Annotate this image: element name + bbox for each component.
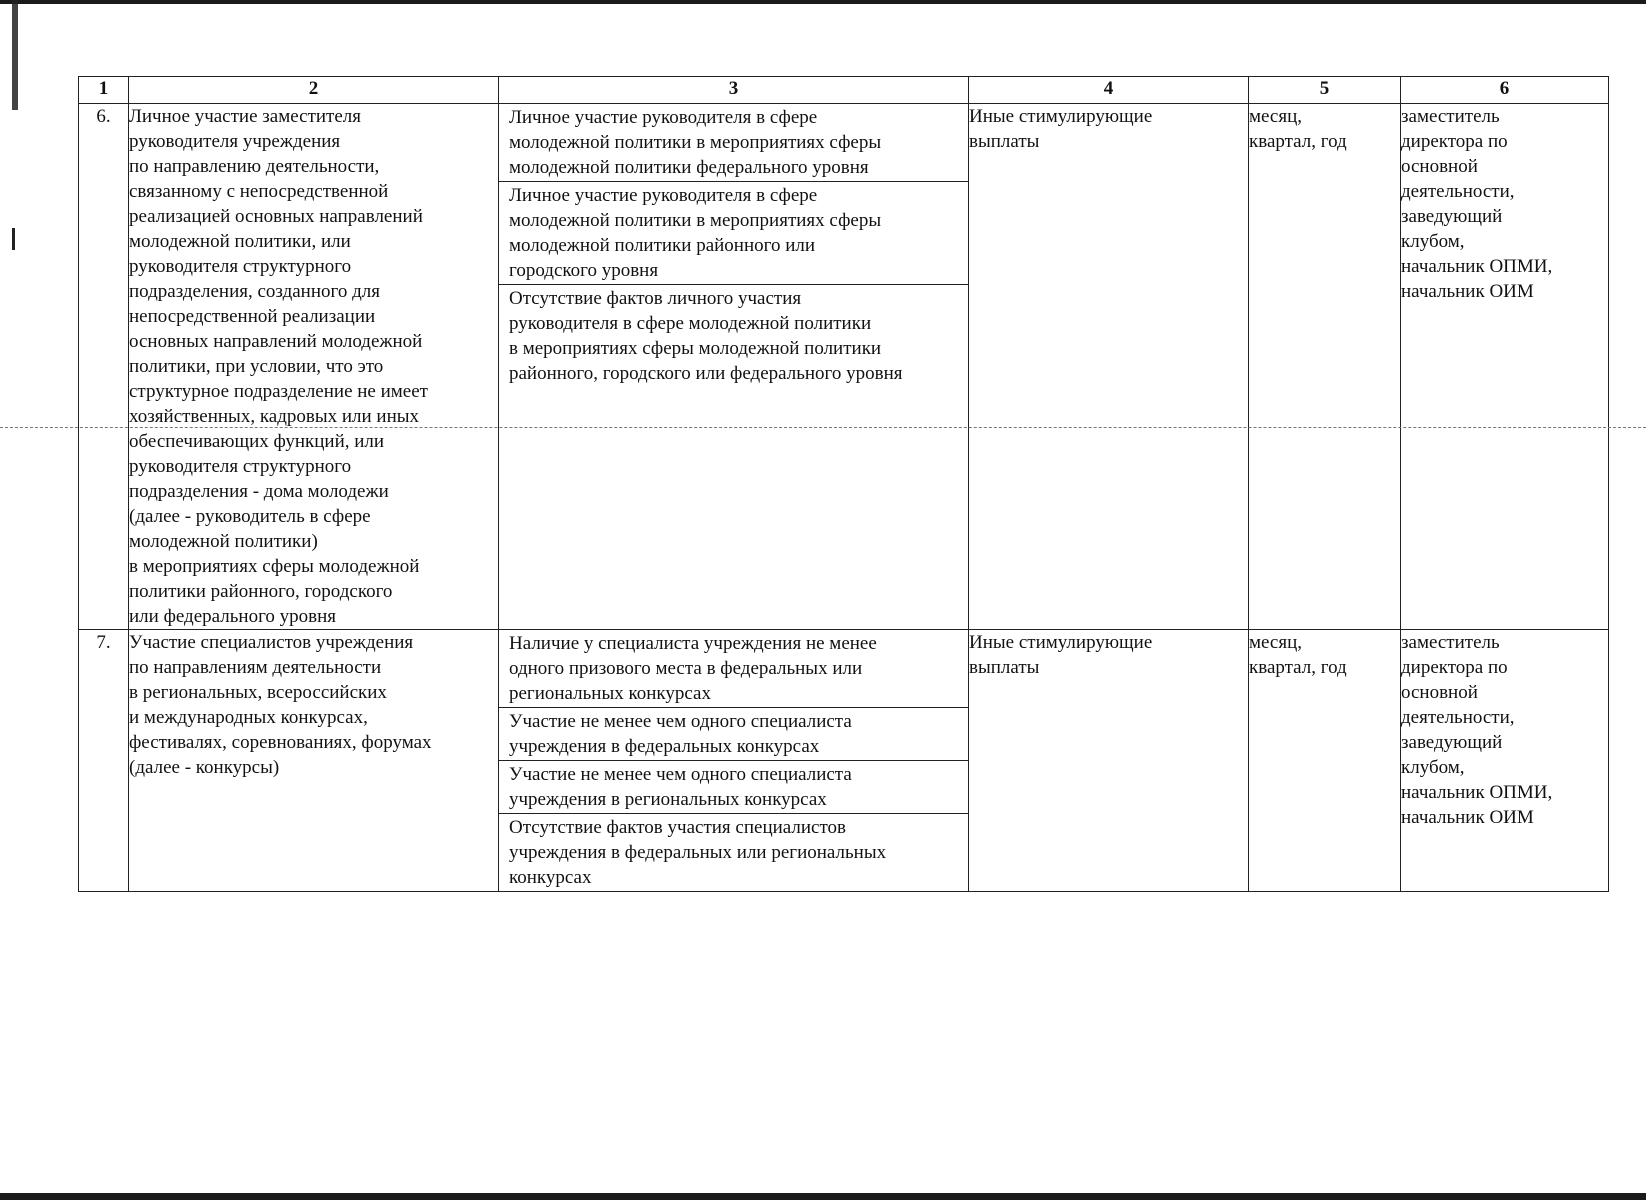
indicator-line: Наличие у специалиста учреждения не менее bbox=[509, 633, 877, 654]
indicators-cell bbox=[499, 104, 969, 630]
criterion-line: по направлениям деятельности bbox=[129, 657, 382, 678]
indicator-line: городского уровня bbox=[509, 260, 659, 281]
criteria-table bbox=[78, 76, 1609, 892]
payment-type-cell bbox=[969, 630, 1249, 892]
indicator-item bbox=[499, 814, 968, 891]
responsible-line: клубом, bbox=[1401, 757, 1465, 778]
criterion-line: в региональных, всероссийских bbox=[129, 682, 387, 703]
indicator-line: руководителя в сфере молодежной политики bbox=[509, 313, 872, 334]
header-col-5: 5 bbox=[1249, 77, 1401, 104]
table-row bbox=[79, 630, 1609, 892]
responsible-line: начальник ОИМ bbox=[1401, 807, 1534, 828]
payment-line: выплаты bbox=[969, 657, 1040, 678]
header-col-2: 2 bbox=[129, 77, 499, 104]
indicator-line: региональных конкурсах bbox=[509, 683, 711, 704]
scan-left-smudge bbox=[12, 0, 18, 110]
indicator-line: Отсутствие фактов личного участия bbox=[509, 288, 802, 309]
criterion-line: или федерального уровня bbox=[129, 606, 337, 627]
scan-fold-line bbox=[0, 427, 1646, 428]
criterion-line: хозяйственных, кадровых или иных bbox=[129, 406, 420, 427]
indicator-line: молодежной политики федерального уровня bbox=[509, 157, 869, 178]
period-line: месяц, bbox=[1249, 632, 1303, 653]
payment-line: выплаты bbox=[969, 131, 1040, 152]
criterion-line: непосредственной реализации bbox=[129, 306, 376, 327]
indicator-line: молодежной политики районного или bbox=[509, 235, 816, 256]
header-col-3: 3 bbox=[499, 77, 969, 104]
indicator-line: одного призового места в федеральных или bbox=[509, 658, 863, 679]
scan-left-mark bbox=[12, 228, 15, 250]
indicators-cell bbox=[499, 630, 969, 892]
criterion-line: и международных конкурсах, bbox=[129, 707, 368, 728]
period-line: месяц, bbox=[1249, 106, 1303, 127]
criterion-line: фестивалях, соревнованиях, форумах bbox=[129, 732, 432, 753]
criterion-line: Личное участие заместителя bbox=[129, 106, 361, 127]
indicator-item bbox=[499, 285, 968, 387]
indicator-line: учреждения в федеральных или региональных bbox=[509, 842, 887, 863]
responsible-line: директора по bbox=[1401, 657, 1508, 678]
criterion-line: в мероприятиях сферы молодежной bbox=[129, 556, 420, 577]
responsible-line: заведующий bbox=[1401, 206, 1503, 227]
period-line: квартал, год bbox=[1249, 657, 1347, 678]
responsible-line: основной bbox=[1401, 156, 1478, 177]
indicator-item bbox=[499, 182, 968, 285]
indicator-item bbox=[499, 761, 968, 814]
criterion-line: молодежной политики, или bbox=[129, 231, 351, 252]
header-col-6: 6 bbox=[1401, 77, 1609, 104]
criterion-line: связанному с непосредственной bbox=[129, 181, 389, 202]
indicator-line: учреждения в региональных конкурсах bbox=[509, 789, 827, 810]
responsible-cell bbox=[1401, 104, 1609, 630]
payment-line: Иные стимулирующие bbox=[969, 632, 1153, 653]
criterion-line: структурное подразделение не имеет bbox=[129, 381, 428, 402]
responsible-line: деятельности, bbox=[1401, 181, 1515, 202]
scan-bottom-edge bbox=[0, 1193, 1646, 1200]
criterion-line: руководителя структурного bbox=[129, 256, 352, 277]
indicator-line: Отсутствие фактов участия специалистов bbox=[509, 817, 846, 838]
criterion-line: молодежной политики) bbox=[129, 531, 318, 552]
indicator-line: конкурсах bbox=[509, 867, 592, 888]
indicator-line: молодежной политики в мероприятиях сферы bbox=[509, 210, 882, 231]
responsible-line: начальник ОПМИ, bbox=[1401, 782, 1553, 803]
row-number: 7. bbox=[79, 630, 129, 892]
criterion-line: (далее - конкурсы) bbox=[129, 757, 280, 778]
period-cell bbox=[1249, 630, 1401, 892]
indicator-line: Личное участие руководителя в сфере bbox=[509, 107, 818, 128]
indicator-item bbox=[499, 104, 968, 182]
criterion-cell bbox=[129, 630, 499, 892]
header-col-4: 4 bbox=[969, 77, 1249, 104]
criterion-line: основных направлений молодежной bbox=[129, 331, 423, 352]
indicator-line: Участие не менее чем одного специалиста bbox=[509, 711, 852, 732]
criterion-line: реализацией основных направлений bbox=[129, 206, 423, 227]
criterion-line: по направлению деятельности, bbox=[129, 156, 380, 177]
indicator-item bbox=[499, 708, 968, 761]
criterion-line: подразделения, созданного для bbox=[129, 281, 380, 302]
header-col-1: 1 bbox=[79, 77, 129, 104]
responsible-line: начальник ОИМ bbox=[1401, 281, 1534, 302]
criterion-line: руководителя структурного bbox=[129, 456, 352, 477]
indicator-line: учреждения в федеральных конкурсах bbox=[509, 736, 820, 757]
payment-type-cell bbox=[969, 104, 1249, 630]
period-cell bbox=[1249, 104, 1401, 630]
criterion-cell bbox=[129, 104, 499, 630]
responsible-line: директора по bbox=[1401, 131, 1508, 152]
criterion-line: политики, при условии, что это bbox=[129, 356, 384, 377]
indicator-line: Личное участие руководителя в сфере bbox=[509, 185, 818, 206]
indicator-item bbox=[499, 630, 968, 708]
period-line: квартал, год bbox=[1249, 131, 1347, 152]
criterion-line: Участие специалистов учреждения bbox=[129, 632, 414, 653]
table-row bbox=[79, 104, 1609, 630]
responsible-line: заведующий bbox=[1401, 732, 1503, 753]
criterion-line: политики районного, городского bbox=[129, 581, 393, 602]
indicator-line: районного, городского или федерального уровня bbox=[509, 363, 903, 384]
responsible-line: заместитель bbox=[1401, 106, 1500, 127]
responsible-line: начальник ОПМИ, bbox=[1401, 256, 1553, 277]
payment-line: Иные стимулирующие bbox=[969, 106, 1153, 127]
responsible-line: клубом, bbox=[1401, 231, 1465, 252]
responsible-cell bbox=[1401, 630, 1609, 892]
indicator-line: Участие не менее чем одного специалиста bbox=[509, 764, 852, 785]
responsible-line: деятельности, bbox=[1401, 707, 1515, 728]
criterion-line: руководителя учреждения bbox=[129, 131, 341, 152]
indicator-line: молодежной политики в мероприятиях сферы bbox=[509, 132, 882, 153]
criterion-line: обеспечивающих функций, или bbox=[129, 431, 385, 452]
scan-top-edge bbox=[0, 0, 1646, 4]
header-row bbox=[79, 77, 1609, 104]
criterion-line: (далее - руководитель в сфере bbox=[129, 506, 371, 527]
row-number: 6. bbox=[79, 104, 129, 630]
responsible-line: заместитель bbox=[1401, 632, 1500, 653]
indicator-line: в мероприятиях сферы молодежной политики bbox=[509, 338, 882, 359]
criterion-line: подразделения - дома молодежи bbox=[129, 481, 389, 502]
responsible-line: основной bbox=[1401, 682, 1478, 703]
